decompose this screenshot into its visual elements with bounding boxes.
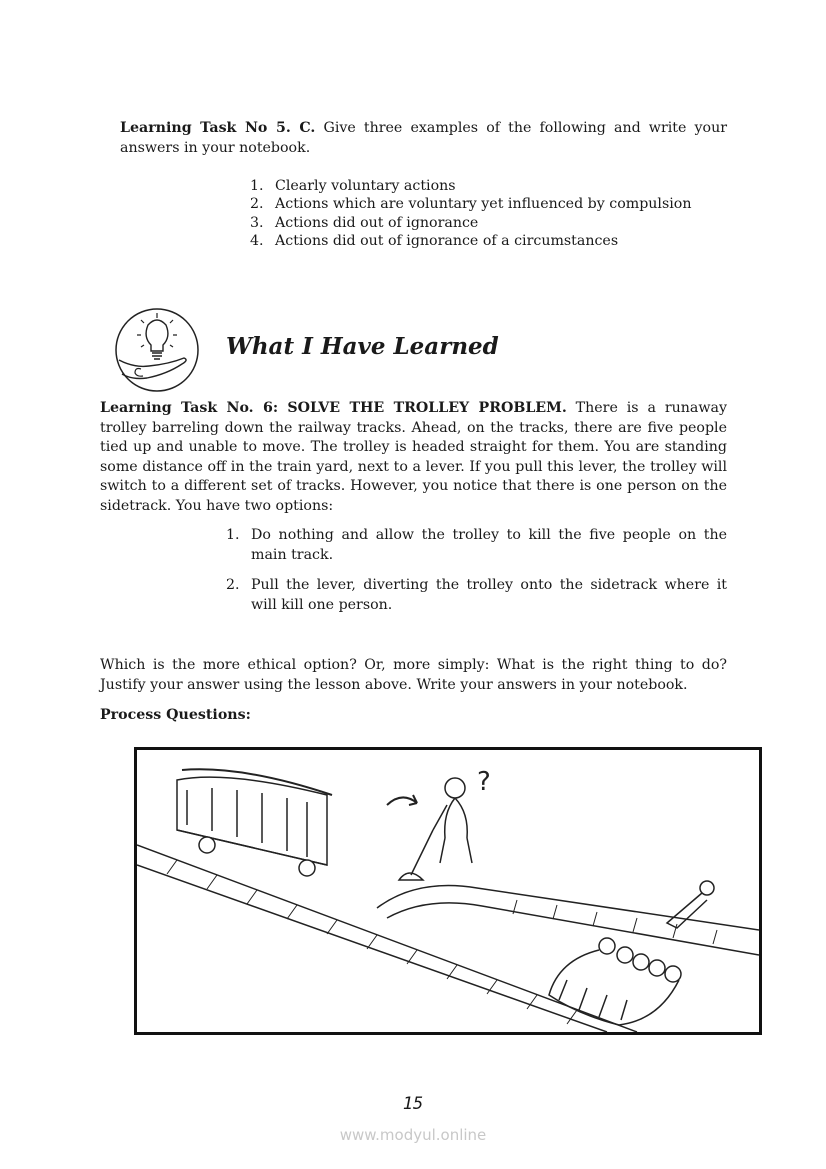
list-item: 3. Actions did out of ignorance — [250, 214, 479, 231]
trolley-scene — [137, 750, 759, 1032]
list-item: 2. Pull the lever, diverting the trolley onto the sidetrack where it will kill one person. — [226, 577, 727, 613]
task6-options — [226, 526, 727, 615]
five-people-on-main-track — [549, 938, 681, 1025]
process-questions-label: Process Questions: — [100, 707, 251, 723]
page-number: 15 — [402, 1094, 424, 1114]
task6-instructions — [100, 399, 727, 516]
task5c-text: Give three examples of the following and write your answers in your notebook. — [120, 120, 727, 156]
lightbulb-in-hand-icon — [111, 305, 207, 395]
watermark: www.modyul.online — [339, 1126, 487, 1144]
task5c-label: Learning Task No 5. C. — [120, 120, 316, 136]
task5c-instructions — [120, 119, 727, 158]
question-mark: ? — [477, 767, 491, 797]
trolley-problem-illustration — [134, 747, 762, 1035]
trolley — [177, 769, 332, 876]
one-person-on-sidetrack — [667, 881, 714, 928]
task5c-list — [250, 177, 691, 250]
list-item: 4. Actions did out of ignorance of a circumstances — [250, 232, 619, 249]
task6-question: Which is the more ethical option? Or, more simply: What is the right thing to do? Justify your answer using the lesson above. Write your answers in your notebook. — [100, 657, 727, 693]
list-item: 2. Actions which are voluntary yet influenced by compulsion — [250, 196, 692, 213]
person-at-lever — [387, 778, 472, 880]
main-track — [137, 845, 637, 1032]
side-track — [377, 886, 759, 956]
list-item: 1. Clearly voluntary actions — [250, 178, 456, 194]
section-title: What I Have Learned — [226, 333, 499, 360]
task6-text: There is a runaway trolley barreling down the railway tracks. Ahead, on the tracks, there are five people tied up and unable to move. The trolley is headed straight for them. You are standing some distance off in the train yard, next to a lever. If you pull this lever, the trolley will switch to a different set of tracks. However, you notice that there is one person on the sidetrack. You have two options: — [100, 400, 727, 514]
list-item: 1. Do nothing and allow the trolley to kill the five people on the main track. — [226, 527, 727, 563]
task6-label: Learning Task No. 6: SOLVE THE TROLLEY PROBLEM. — [100, 400, 567, 416]
